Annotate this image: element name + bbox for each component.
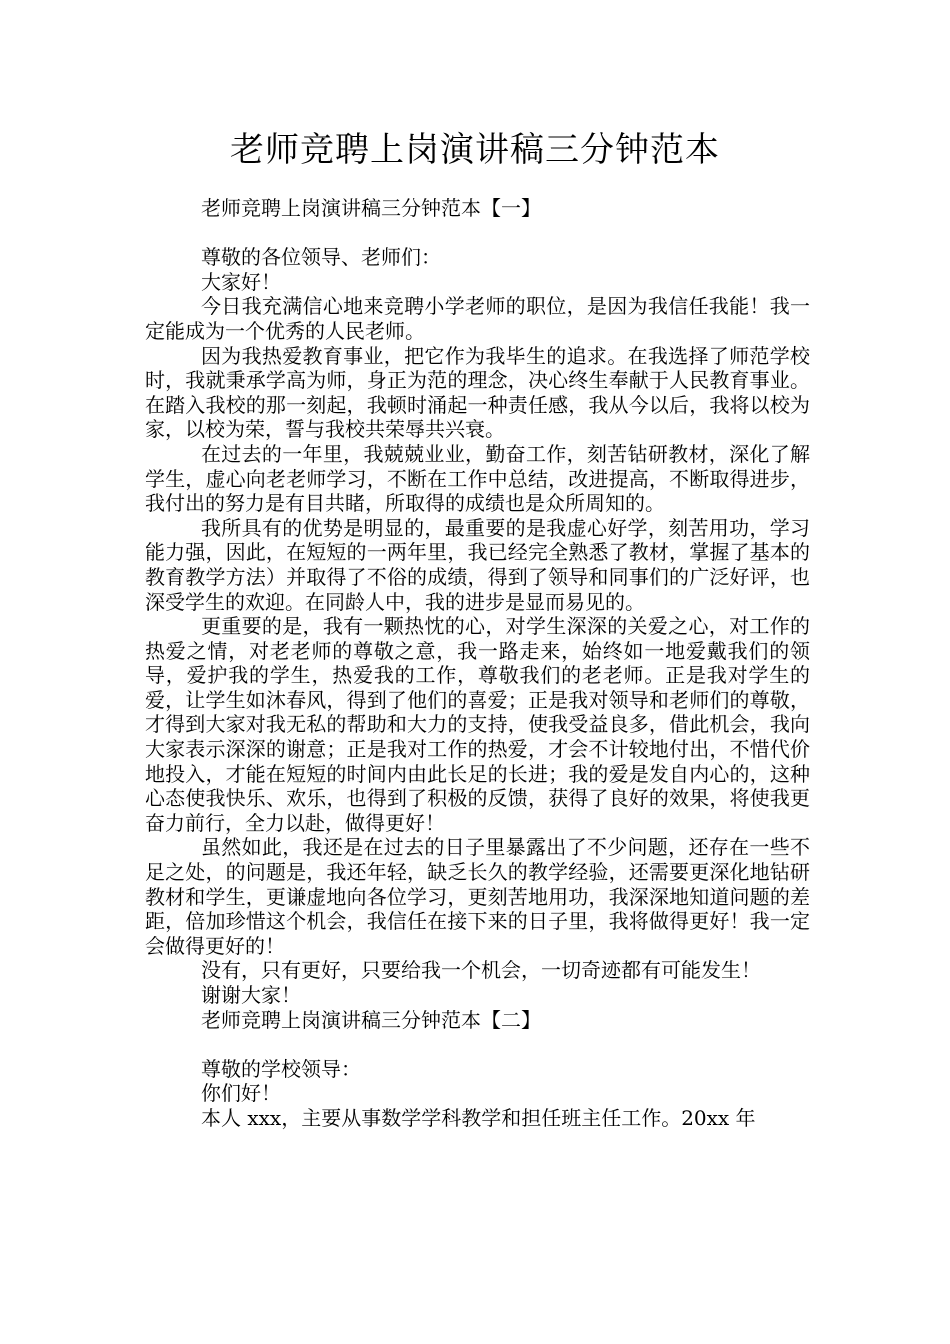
paragraph: 没有，只有更好，只要给我一个机会，一切奇迹都有可能发生！ xyxy=(201,958,761,983)
section-2-salutation: 尊敬的学校领导： xyxy=(201,1056,361,1081)
paragraph: 今日我充满信心地来竞聘小学老师的职位，是因为我信任我能！我一定能成为一个优秀的人民老师。 xyxy=(145,294,810,343)
section-1-closing: 谢谢大家！ xyxy=(201,983,301,1007)
section-2-heading: 老师竞聘上岗演讲稿三分钟范本【二】 xyxy=(201,1007,541,1032)
section-2-greeting: 你们好！ xyxy=(201,1081,281,1106)
section-1-greeting: 大家好！ xyxy=(201,269,281,294)
paragraph: 更重要的是，我有一颗热忱的心，对学生深深的关爱之心，对工作的热爱之情，对老老师的尊敬之意，我一路走来，始终如一地爱戴我们的领导，爱护我的学生，热爱我的工作，尊敬我们的老老师。正是我对学生的爱，让学生如沐春风，得到了他们的喜爱；正是我对领导和老师们的尊敬，才得到大家对我无私的帮助和大力的支持，使我受益良多，借此机会，我向大家表示深深的谢意；正是我对工作的热爱，才会不计较地付出，不惜代价地投入，才能在短短的时间内由此长足的长进；我的爱是发自内心的，这种心态使我快乐、欢乐，也得到了积极的反馈，获得了良好的效果，将使我更奋力前行，全力以赴，做得更好！ xyxy=(145,614,810,835)
document-body xyxy=(145,196,810,1131)
section-1-salutation: 尊敬的各位领导、老师们： xyxy=(201,245,441,270)
document-title: 老师竞聘上岗演讲稿三分钟范本 xyxy=(230,130,720,170)
paragraph: 我所具有的优势是明显的，最重要的是我虚心好学，刻苦用功，学习能力强，因此，在短短的一两年里，我已经完全熟悉了教材，掌握了基本的教育教学方法）并取得了不俗的成绩，得到了领导和同事们的广泛好评，也深受学生的欢迎。在同龄人中，我的进步是显而易见的。 xyxy=(145,515,810,614)
paragraph: 本人 xxx，主要从事数学学科教学和担任班主任工作。20xx 年 xyxy=(201,1105,756,1130)
paragraph: 虽然如此，我还是在过去的日子里暴露出了不少问题，还存在一些不足之处，的问题是，我还年轻，缺乏长久的教学经验，还需要更深化地钻研教材和学生，更谦虚地向各位学习，更刻苦地用功，我深深地知道问题的差距，倍加珍惜这个机会，我信任在接下来的日子里，我将做得更好！我一定会做得更好的！ xyxy=(145,835,810,958)
paragraph: 在过去的一年里，我兢兢业业，勤奋工作，刻苦钻研教材，深化了解学生，虚心向老老师学习，不断在工作中总结，改进提高，不断取得进步，我付出的努力是有目共睹，所取得的成绩也是众所周知的。 xyxy=(145,441,810,516)
section-1-heading: 老师竞聘上岗演讲稿三分钟范本【一】 xyxy=(201,196,541,220)
paragraph: 因为我热爱教育事业，把它作为我毕生的追求。在我选择了师范学校时，我就秉承学高为师，身正为范的理念，决心终生奉献于人民教育事业。在踏入我校的那一刻起，我顿时涌起一种责任感，我从今以后，我将以校为家，以校为荣，誓与我校共荣辱共兴衰。 xyxy=(145,343,810,442)
